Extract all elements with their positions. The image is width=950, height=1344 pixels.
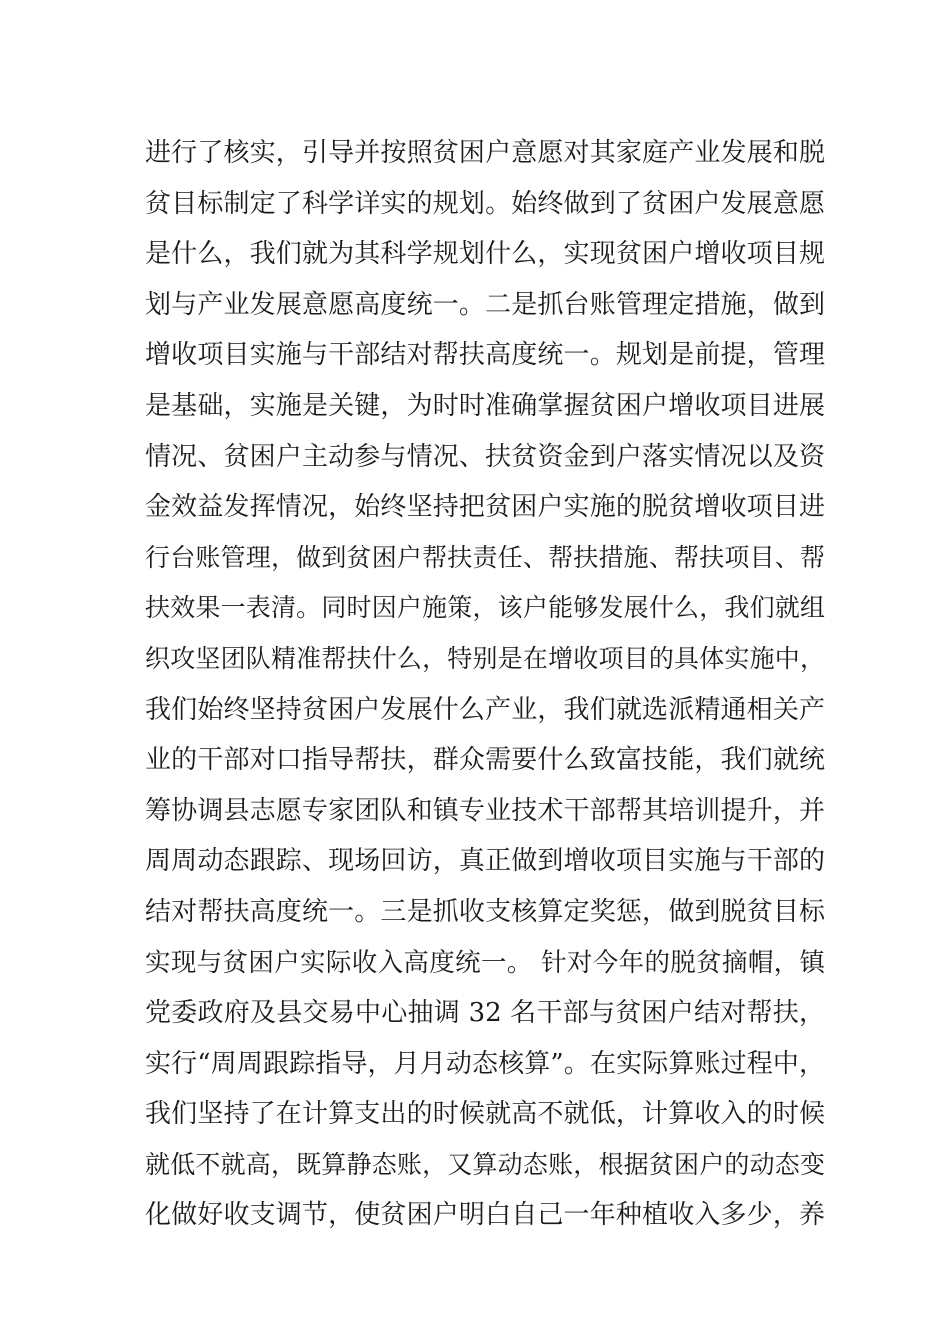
text-line: 进行了核实，引导并按照贫困户意愿对其家庭产业发展和脱 <box>145 138 825 168</box>
text-line: 筹协调县志愿专家团队和镇专业技术干部帮其培训提升，并 <box>145 795 825 826</box>
text-line: 就低不就高，既算静态账，又算动态账，根据贫困户的动态变 <box>145 1149 825 1179</box>
text-line: 划与产业发展意愿高度统一。二是抓台账管理定措施，做到 <box>145 289 825 320</box>
text-line: 化做好收支调节，使贫困户明白自己一年种植收入多少，养 <box>145 1200 825 1231</box>
text-line: 行台账管理，做到贫困户帮扶责任、帮扶措施、帮扶项目、帮 <box>145 542 825 572</box>
text-line: 增收项目实施与干部结对帮扶高度统一。规划是前提，管理 <box>145 340 825 371</box>
text-line: 贫目标制定了科学详实的规划。始终做到了贫困户发展意愿 <box>145 188 825 219</box>
text-line: 是什么，我们就为其科学规划什么，实现贫困户增收项目规 <box>145 239 825 270</box>
text-line: 织攻坚团队精准帮扶什么，特别是在增收项目的具体实施中， <box>145 643 825 673</box>
text-line: 我们坚持了在计算支出的时候就高不就低，计算收入的时候 <box>145 1099 825 1130</box>
body-text <box>145 128 825 1241</box>
text-line: 业的干部对口指导帮扶，群众需要什么致富技能，我们就统 <box>145 745 825 776</box>
text-line: 结对帮扶高度统一。三是抓收支核算定奖惩，做到脱贫目标 <box>145 896 825 927</box>
text-line: 党委政府及县交易中心抽调 32 名干部与贫困户结对帮扶， <box>145 998 825 1029</box>
text-line: 金效益发挥情况，始终坚持把贫困户实施的脱贫增收项目进 <box>145 492 825 523</box>
text-line: 我们始终坚持贫困户发展什么产业，我们就选派精通相关产 <box>145 694 825 725</box>
text-line: 实现与贫困户实际收入高度统一。 针对今年的脱贫摘帽，镇 <box>145 947 825 978</box>
text-line: 扶效果一表清。同时因户施策，该户能够发展什么，我们就组 <box>145 593 825 623</box>
text-line: 周周动态跟踪、现场回访，真正做到增收项目实施与干部的 <box>145 846 825 877</box>
text-line: 情况、贫困户主动参与情况、扶贫资金到户落实情况以及资 <box>145 441 825 472</box>
text-line: 实行“周周跟踪指导，月月动态核算”。在实际算账过程中， <box>145 1048 825 1079</box>
text-line: 是基础，实施是关键，为时时准确掌握贫困户增收项目进展 <box>145 390 825 421</box>
